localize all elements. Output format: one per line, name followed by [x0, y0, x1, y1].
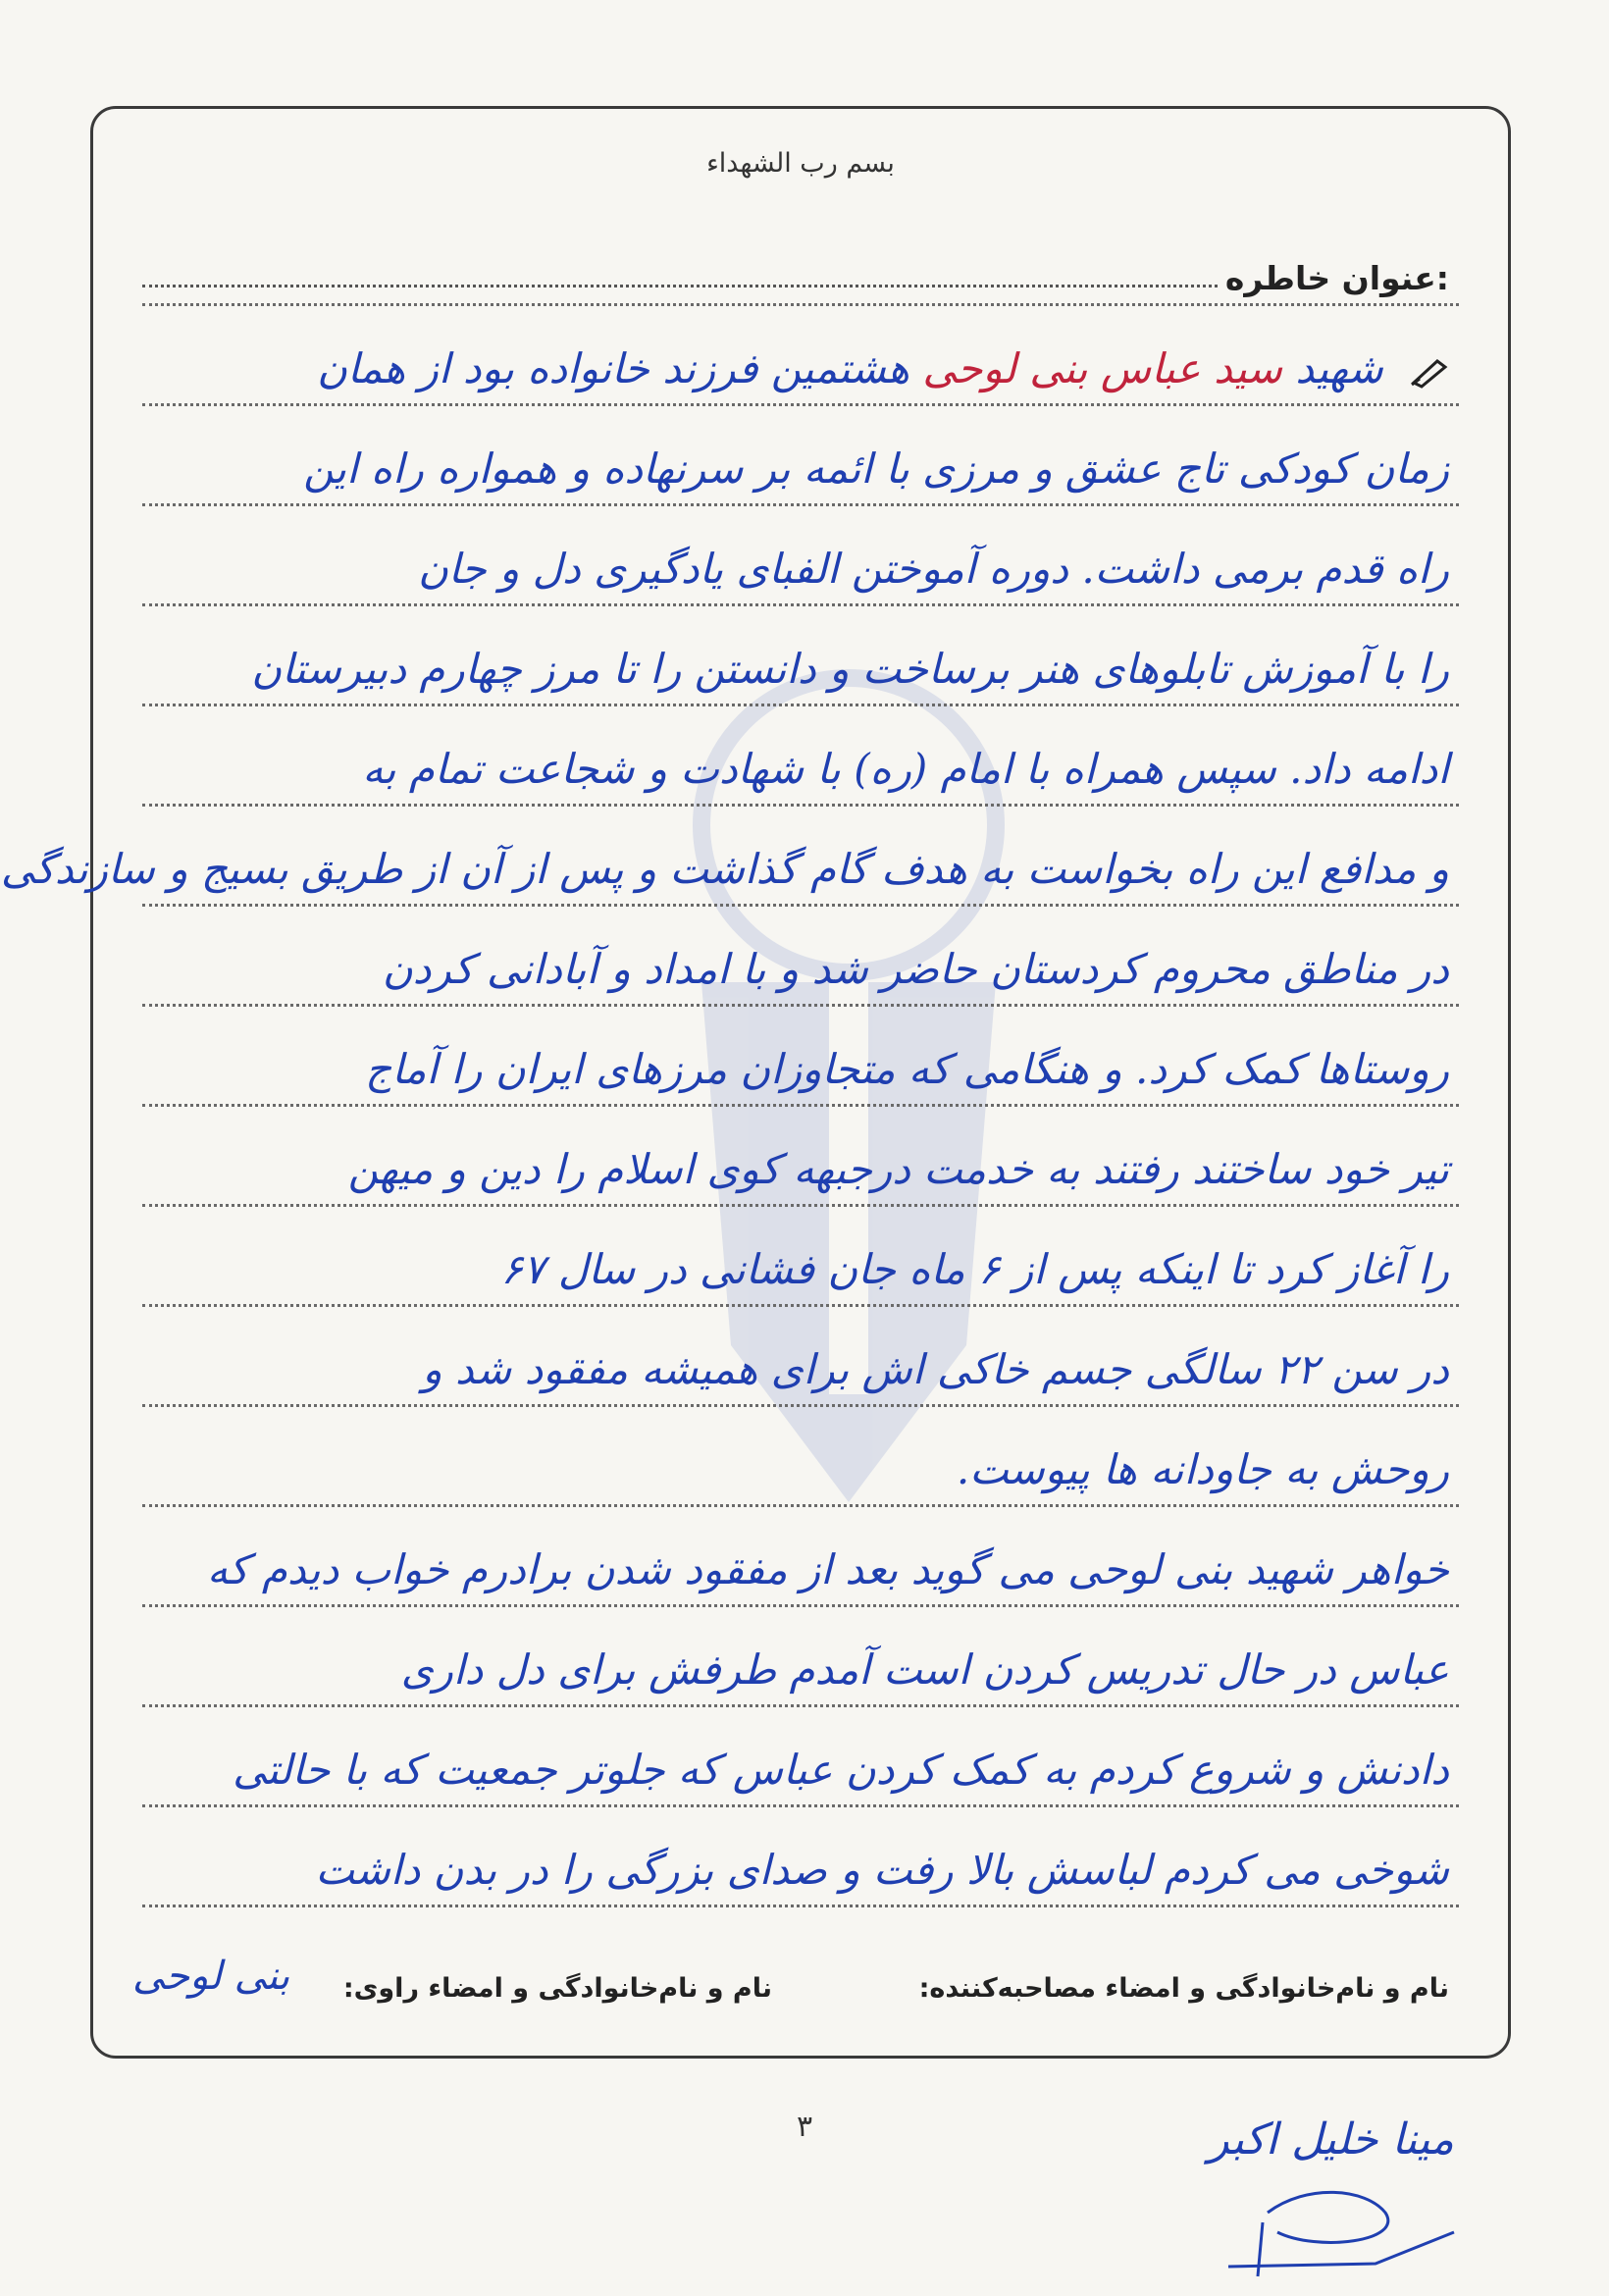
- memoir-line: روستاها کمک کرد. و هنگامی که متجاوزان مرزهای ایران را آماج: [365, 1045, 1449, 1093]
- ruled-line: [142, 1204, 1459, 1207]
- memoir-title-label: عنوان خاطره:: [1224, 259, 1449, 297]
- memoir-line: در سن ۲۲ سالگی جسم خاکی اش برای همیشه مفقود شد و: [422, 1345, 1449, 1393]
- ruled-line: [142, 503, 1459, 506]
- memoir-line: راه قدم برمی داشت. دوره آموختن الفبای یادگیری دل و جان: [418, 545, 1449, 593]
- ruled-line: [142, 603, 1459, 606]
- ruled-line: [142, 1304, 1459, 1307]
- form-frame: [0, 106, 1511, 2059]
- ruled-line: [142, 303, 1459, 306]
- memoir-line: و مدافع این راه بخواست به هدف گام گذاشت و پس از آن از طریق بسیج و سازندگی: [0, 845, 1449, 893]
- memoir-line: در مناطق محروم کردستان حاضر شد و با امداد و آبادانی کردن: [382, 945, 1449, 993]
- memoir-line: را آغاز کرد تا اینکه پس از ۶ ماه جان فشانی در سال ۶۷: [500, 1245, 1449, 1293]
- ruled-line: [142, 1604, 1459, 1607]
- memoir-martyr-prefix: شهید: [1295, 344, 1383, 392]
- ruled-line: [142, 1004, 1459, 1007]
- memoir-title-field[interactable]: [142, 284, 1218, 287]
- ruled-line: [142, 1404, 1459, 1407]
- ruled-line: [142, 403, 1459, 406]
- ruled-line: [142, 1905, 1459, 1907]
- memoir-line: [152, 344, 1449, 392]
- ruled-line: [142, 1104, 1459, 1107]
- ruled-line: [142, 804, 1459, 807]
- ruled-line: [142, 904, 1459, 907]
- ruled-line: [142, 1504, 1459, 1507]
- memoir-line: زمان کودکی تاج عشق و مرزی با ائمه بر سرنهاده و همواره راه این: [303, 444, 1449, 493]
- interviewer-signature: [1160, 2095, 1493, 2281]
- ruled-line: [142, 1704, 1459, 1707]
- memoir-martyr-name: سید عباس بنی لوحی: [922, 344, 1282, 392]
- memoir-line: شوخی می کردم لباسش بالا رفت و صدای بزرگی را در بدن داشت: [315, 1846, 1449, 1894]
- memoir-title-row: [142, 248, 1449, 297]
- narrator-signature: بنی لوحی: [132, 1954, 290, 1999]
- memoir-line: عباس در حال تدریس کردن است آمدم طرفش برای دل داری: [400, 1645, 1449, 1694]
- pen-icon: [1410, 357, 1449, 387]
- memoir-line: خواهر شهید بنی لوحی می گوید بعد از مفقود شدن برادرم خواب دیدم که: [206, 1545, 1449, 1593]
- ruled-line: [142, 704, 1459, 706]
- page-number: ۳: [796, 2110, 813, 2144]
- signature-footer: [142, 1963, 1449, 2022]
- outside-signature-text: مینا خلیل اکبر: [1208, 2114, 1454, 2165]
- basmala-header: بسم رب الشهداء: [706, 148, 895, 179]
- memoir-line1-rest: هشتمین فرزند خانواده بود از همان: [317, 344, 910, 392]
- memoir-line: روحش به جاودانه ها پیوست.: [956, 1445, 1449, 1493]
- memoir-line: ادامه داد. سپس همراه با امام (ره) با شهادت و شجاعت تمام به: [362, 745, 1449, 793]
- memoir-line: دادنش و شروع کردم به کمک کردن عباس که جلوتر جمعیت که با حالتی: [233, 1746, 1449, 1794]
- memoir-line: را با آموزش تابلوهای هنر برساخت و دانستن را تا مرز چهارم دبیرستان: [251, 645, 1449, 693]
- memoir-line: تیر خود ساختند رفتند به خدمت درجبهه کوی اسلام را دین و میهن: [347, 1145, 1449, 1193]
- ruled-line: [142, 1804, 1459, 1807]
- interviewer-label: نام و نام‌خانوادگی و امضاء مصاحبه‌کننده:: [918, 1973, 1449, 2004]
- narrator-label: نام و نام‌خانوادگی و امضاء راوی:: [342, 1973, 772, 2004]
